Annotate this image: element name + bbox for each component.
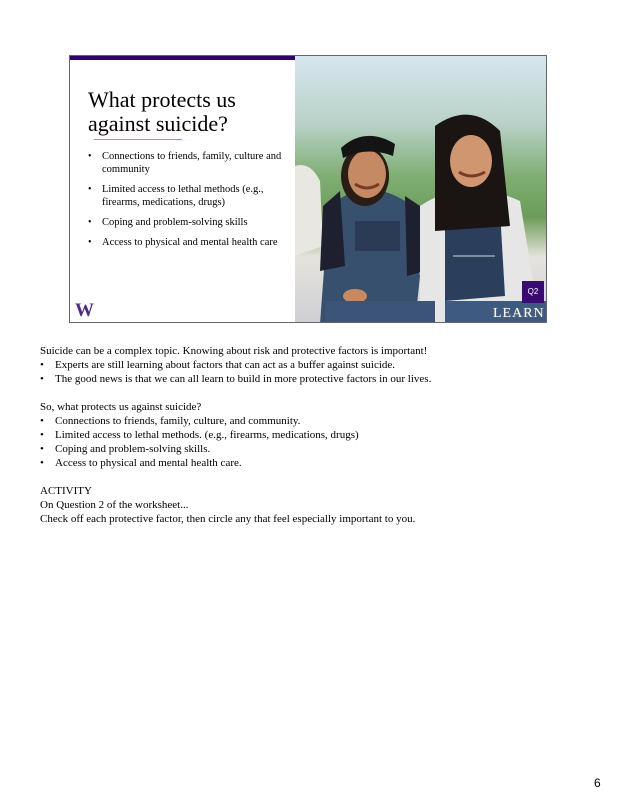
- slide-bullet-list: [86, 150, 296, 256]
- slide-bullet: • Access to physical and mental health care: [88, 237, 278, 248]
- notes-intro: Suicide can be a complex topic. Knowing about risk and protective factors is important!: [40, 345, 428, 357]
- bullet-glyph: •: [40, 429, 44, 441]
- uw-logo: W: [75, 300, 92, 321]
- list-item: • Coping and problem-solving skills.: [40, 443, 211, 455]
- slide-bullet: • Connections to friends, family, culture and community: [88, 151, 282, 175]
- list-item: • Experts are still learning about factors that can act as a buffer against suicide.: [40, 359, 396, 371]
- list-item: • Access to physical and mental health care.: [40, 457, 242, 469]
- title-underline: [94, 139, 182, 140]
- bullet-glyph: •: [40, 457, 44, 469]
- slide-photo: [295, 56, 547, 323]
- slide-thumbnail: [69, 55, 547, 323]
- notes-intro-list: [40, 358, 580, 386]
- speaker-notes: [40, 344, 580, 526]
- bullet-glyph: •: [88, 217, 92, 228]
- photo-illustration: [295, 56, 547, 323]
- notes-question: So, what protects us against suicide?: [40, 401, 202, 413]
- bullet-glyph: •: [40, 359, 44, 371]
- learn-watermark: LEARN: [493, 306, 545, 321]
- activity-heading: ACTIVITY: [40, 485, 92, 497]
- notes-factor-list: [40, 414, 580, 470]
- bullet-glyph: •: [40, 415, 44, 427]
- list-item: • The good news is that we can all learn to build in more protective factors in our lives.: [40, 373, 432, 385]
- bullet-glyph: •: [88, 151, 92, 162]
- slide-bullet: • Limited access to lethal methods (e.g., firearms, medications, drugs): [88, 184, 264, 208]
- activity-line: On Question 2 of the worksheet...: [40, 499, 189, 511]
- page-number: 6: [594, 776, 601, 790]
- slide-title: What protects us against suicide?: [88, 87, 236, 136]
- activity-line: Check off each protective factor, then circle any that feel especially important to you.: [40, 513, 416, 525]
- bullet-glyph: •: [88, 237, 92, 248]
- slide-bullet: • Coping and problem-solving skills: [88, 217, 248, 228]
- bullet-glyph: •: [40, 443, 44, 455]
- slide-accent-bar: [70, 56, 295, 60]
- list-item: • Limited access to lethal methods. (e.g., firearms, medications, drugs): [40, 429, 359, 441]
- list-item: • Connections to friends, family, culture, and community.: [40, 415, 301, 427]
- bullet-glyph: •: [88, 184, 92, 195]
- bullet-glyph: •: [40, 373, 44, 385]
- question-badge: Q2: [522, 281, 544, 303]
